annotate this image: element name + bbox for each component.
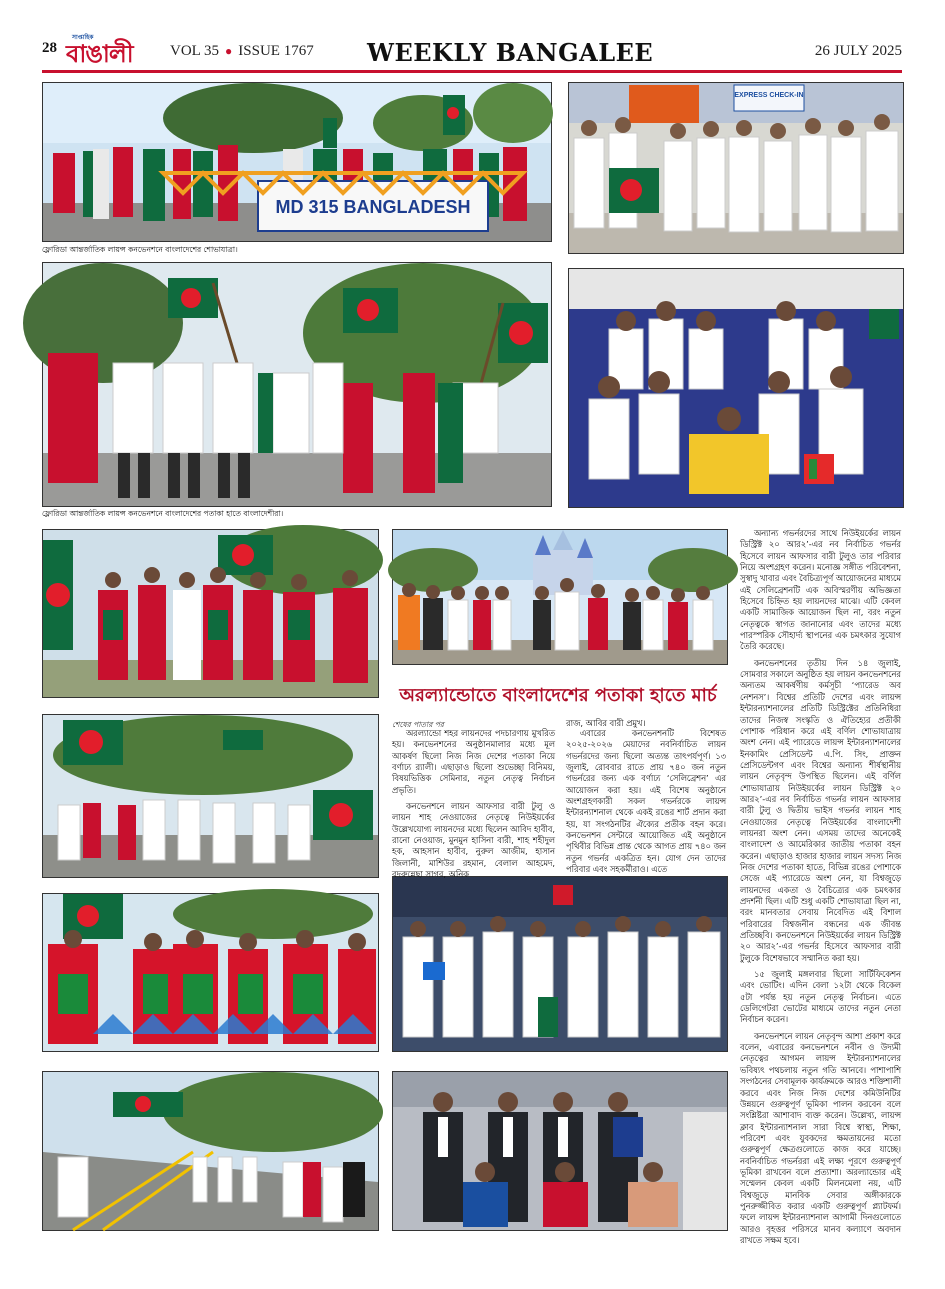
bullet-icon: ● [225, 44, 233, 58]
article-paragraph: অন্যান্য গভর্নরদের সাথে নিউইয়র্কের লায়ন ডিস্ট্রিক্ট ২০ আর২’-এর নব নির্বাচিত গভর্নর হিসেবে লায়ন আফসার বারী টুলুও তার পরিবার নিয়ে অংশগ্রহণ করেন। মনোজ্ঞ সঙ্গীত পরিবেশনা, সুস্বাদু খাবার এবং বৈচিত্র্যপূর্ণ আয়োজনের মাধ্যমে এই সেলিব্রেশনটি এক অবিস্মরণীয় অভিজ্ঞতা হিসেবে চিহ্নিত হয় লায়নদের মাঝে। এটি কেবল একটি সামাজিক আয়োজন ছিল না, বরং নতুন নেতৃত্বকে স্বাগত জানানোর এবং তাদের মধ্যে পারস্পরিক সৌহার্দ্য স্থাপনের এক চমৎকার সুযোগ তৈরি করেছে। [740, 528, 901, 652]
photo-road-parade [42, 714, 379, 878]
issue: ISSUE 1767 [238, 43, 314, 59]
photo-parade-banner [42, 82, 552, 242]
article-column-right [740, 528, 901, 1245]
photo-formal-group [392, 1071, 728, 1231]
photo-hall-group [392, 876, 728, 1052]
masthead-title: WEEKLY BANGALEE [367, 38, 654, 67]
checkin-sign: EXPRESS CHECK-IN [734, 92, 804, 99]
continued-from: শেষের পাতার পর [392, 720, 444, 729]
article-paragraph: কনভেনশনের তৃতীয় দিন ১৪ জুলাই, সোমবার সকালে অনুষ্ঠিত হয় লায়ন কনভেনশনের অন্যতম আকর্ষণীয় কর্মসূচী ‘প্যারেড অব নেশনস’। বিশ্বের প্রতিটি দেশের এবং লায়ন্স ইন্টারন্যাশনালের প্রতিটি ডিস্ট্রিক্টের প্রতিনিধিরা তাদের নিজস্ব সংস্কৃতি ও ঐতিহ্যের প্রতীকী পোশাক পরিধান করে এই বর্ণিল শোভাযাত্রায় অংশ নেন। এই প্যারেডে লায়ন্স ইন্টারন্যাশনালের ইনকামিং প্রেসিডেন্ট এ.পি. সিং, প্রাক্তন প্রেসিডেন্টগণ এবং বিশ্বের অন্যান্য শীর্ষস্থানীয় লায়ন নেতৃবৃন্দ উপস্থিত ছিলেন। এই বর্ণিল শোভাযাত্রায় নিউইয়র্কের লায়ন ডিস্ট্রিক্ট ২০ আর২’-এর নব নির্বাচিত গভর্নর লায়ন আফসার বারী টুলু ও দ্বিতীয় ভাইস গভর্নর লায়ন শাহ নেওয়াজের নেতৃত্বে নিউইয়র্কের বাংলাদেশী লায়নরা অংশ নেন। এসময় তাদের অনেকেই বাংলাদেশ ও আমেরিকার জাতীয় পতাকা বহন করেন। এছাড়াও হাজার হাজার লায়ন সদস্য নিজ নিজ দেশের পতাকা হাতে, বিভিন্ন রঙের পোশাকে সেজে এই প্যারেডে অংশ নেন, যা বিশ্বজুড়ে লায়নদের একতা ও বৈচিত্র্যের এক চমৎকার প্রদর্শনী ছিল। এটি শুধু একটি শোভাযাত্রা ছিল না, বরং মানবতার সেবায় নিবেদিত এই বিশাল পরিবারের বিশ্বজনীন বন্ধনের এক জীবন্ত প্রতিচ্ছবি। কনভেনশনে নিউইয়র্কের লায়ন ডিস্ট্রিক্ট ২০ আর২’-এর গভর্নর হিসেবে আফসার বারী টুলুকে বিশেষভাবে সম্মানিত করা হয়। [740, 657, 901, 963]
article-paragraph: কনভেনশনে লায়ন নেতৃবৃন্দ আশা প্রকাশ করে বলেন, এবারের কনভেনশনে নবীন ও উদ্যমী নেতৃত্বের আগমন লায়ন্স ইন্টারন্যাশনালের ভবিষ্যৎ পথচলায় নতুন গতি আনবে। পাশাপাশি সংগঠনের সেবামূলক কার্যক্রমকে আরও শক্তিশালী করবে এবং নিজ নিজ দেশের কমিউনিটির উন্নয়নে গুরুত্বপূর্ণ ভূমিকা পালন করবেন বলে সংশ্লিষ্টরা আশাবাদ ব্যক্ত করেন। উল্লেখ্য, লায়ন্স ক্লাব ইন্টারন্যাশনাল সারা বিশ্বে স্বাস্থ্য, শিক্ষা, পরিবেশ এবং যুবকদের ক্ষমতায়নের মতো গুরুত্বপূর্ণ ক্ষেত্রগুলোতে কাজ করে যাচ্ছে। নবনির্বাচিত গভর্নররা এই লক্ষ্য পূরণে গুরুত্বপূর্ণ ভূমিকা রাখবেন বলে প্রত্যাশা। অরল্যান্ডোর এই সম্মেলন কেবল একটি মিলনমেলা নয়, এটি বিশ্বজুড়ে মানবিক সেবার অঙ্গীকারকে পুনরুজ্জীবিত করার একটি গুরুত্বপূর্ণ প্ল্যাটফর্ম। ফলে লায়ন্স ইন্টারন্যাশনাল আগামী দিনগুলোতে আরও বৃহত্তর পরিসরে মানব কল্যাণে অবদান রাখতে সক্ষম হবে। [740, 1030, 901, 1245]
photo-flags-street [42, 262, 552, 507]
article-column-left [392, 728, 555, 880]
page-header [42, 34, 902, 70]
article-mid-top: রাজ, আবির বারী প্রমুখ। [566, 718, 646, 728]
article-headline: অরল্যান্ডোতে বাংলাদেশের পতাকা হাতে মার্চ [399, 685, 717, 706]
article-column-mid [566, 728, 726, 875]
caption-parade: ফ্লোরিডা আন্তর্জাতিক লায়ন্স কনভেনশনে বাংলাদেশের শোভাযাত্রা। [42, 245, 238, 254]
photo-women-saris [42, 893, 379, 1052]
logo-small-text: সাপ্তাহিক [72, 34, 94, 41]
volume: VOL 35 [170, 43, 220, 59]
article-paragraph: এবারের কনভেনশনটি বিশেষত ২০২৫-২০২৬ মেয়াদের নবনির্বাচিত লায়ন গভর্নরদের জন্য ছিলো অত্যন্ত তাৎপর্যপূর্ণ। ১৩ জুলাই, রোববার রাতে প্রায় ৭৪০ জন নতুন গভর্নরের জন্য এক বর্ণাঢ্য ‘সেলিব্রেশন’ এর আয়োজন করা হয়। এই বিশেষ অনুষ্ঠানে অংশগ্রহণকারী সকল গভর্নরকে লায়ন্স ইন্টারন্যাশনাল থেকে একই রঙের শার্ট প্রদান করা হয়, যা সংগঠনটির ঐক্যের প্রতীক বহন করে। কনভেনশন সেন্টারে আয়োজিত এই অনুষ্ঠানে পৃথিবীর বিভিন্ন প্রান্ত থেকে আগত প্রায় ৭৪০ জন নতুন গভর্নর একত্রিত হন। যোগ দেন তাদের পরিবার এবং সহকর্মীরাও। এতে [566, 728, 726, 875]
photo-green-shirts [42, 529, 379, 698]
article-paragraph: কনভেনশনে লায়ন আফসার বারী টুলু ও লায়ন শাহ নেওয়াজের নেতৃত্বে নিউইয়র্কের উল্লেখযোগ্য লায়নদের মধ্যে ছিলেন আবিদ হাবীব, রানো নেওয়াজ, মুনমুন হাসিনা বারী, শাহ শহীদুল হক, আহসান হাবীব, নুরুল আজীম, হাসান জিলানী, মাশিউর রহমান, বেলাল আহমেদ, বদরুন্নেছা সাগর, অনিক [392, 801, 555, 880]
photo-stadium-group [568, 268, 904, 508]
header-rule [42, 70, 902, 73]
article-paragraph: ১৫ জুলাই মঙ্গলবার ছিলো সার্টিফিকেশন এবং ভোটিং। এদিন বেলা ১২টা থেকে বিকেল ৫টা পর্যন্ত হয় নতুন নেতৃত্ব নির্বাচন। এতে ডেলিগেটরা ভোটের মাধ্যমে তাদের নতুন নেতা নির্বাচন করেন। [740, 969, 901, 1025]
issue-meta [170, 43, 314, 60]
photo-castle-group [392, 529, 728, 665]
photo-street-parade-wide [42, 1071, 379, 1231]
article-paragraph: অরল্যান্ডো শহর লায়নদের পদচারণায় মুখরিত হয়। কনভেনশনের অনুষ্ঠানমালার মধ্যে মূল আকর্ষণ ছিলো নিজ নিজ দেশের পতাকা নিয়ে বর্ণাঢ্য র‌্যালী। এছাড়াও ছিলো শুভেচ্ছা বিনিময়, বিষয়ভিত্তিক সেমিনার, নতুন নেতৃত্ব নির্বাচন প্রভৃতি। [392, 728, 555, 795]
photo-checkin-group [568, 82, 904, 254]
issue-date: 26 JULY 2025 [814, 43, 902, 59]
publication-logo: বাঙালী [66, 40, 133, 68]
page-number: 28 [42, 40, 57, 56]
banner-text: MD 315 BANGLADESH [275, 197, 471, 217]
caption-flags: ফ্লোরিডা আন্তর্জাতিক লায়ন্স কনভেনশনে বাংলাদেশের পতাকা হাতে বাংলাদেশীরা। [42, 509, 284, 518]
